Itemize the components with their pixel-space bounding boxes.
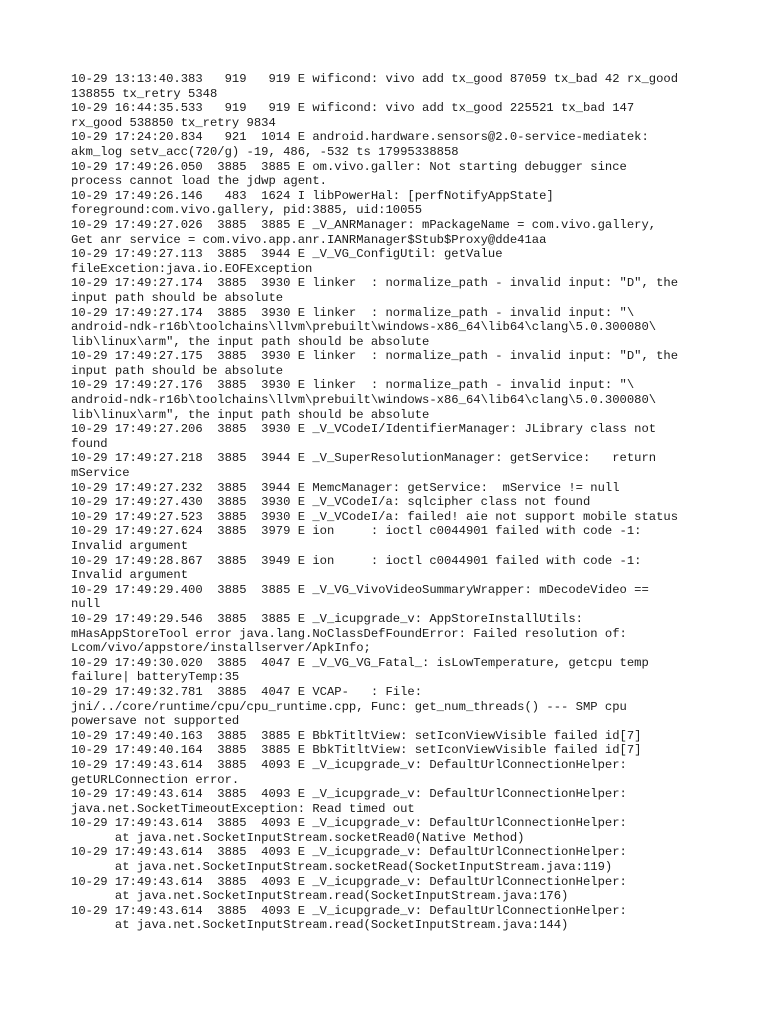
- log-line: mHasAppStoreTool error java.lang.NoClassDefFoundError: Failed resolution of:: [71, 626, 627, 641]
- log-line: 10-29 17:49:30.020 3885 4047 E _V_VG_VG_Fatal_: isLowTemperature, getcpu temp: [71, 655, 649, 670]
- log-line: lib\linux\arm", the input path should be absolute: [71, 334, 430, 349]
- log-line: rx_good 538850 tx_retry 9834: [71, 115, 276, 130]
- log-line: 10-29 17:49:27.206 3885 3930 E _V_VCodeI/IdentifierManager: JLibrary class not: [71, 422, 657, 437]
- log-line: input path should be absolute: [71, 363, 284, 378]
- log-line: akm_log setv_acc(720/g) -19, 486, -532 ts 17995338858: [71, 144, 459, 159]
- log-line: at java.net.SocketInputStream.socketRead(SocketInputStream.java:119): [71, 860, 613, 875]
- log-text-block: [71, 72, 711, 933]
- log-line: android-ndk-r16b\toolchains\llvm\prebuilt\windows-x86_64\lib64\clang\5.0.300080\: [71, 320, 657, 335]
- log-line: 10-29 17:49:43.614 3885 4093 E _V_icupgrade_v: DefaultUrlConnectionHelper:: [71, 874, 627, 889]
- log-line: Invalid argument: [71, 568, 189, 583]
- log-line: 10-29 17:49:43.614 3885 4093 E _V_icupgrade_v: DefaultUrlConnectionHelper:: [71, 757, 627, 772]
- log-line: null: [71, 597, 101, 612]
- log-line: failure| batteryTemp:35: [71, 670, 240, 685]
- log-line: fileExcetion:java.io.EOFException: [71, 261, 313, 276]
- log-line: 10-29 17:49:28.867 3885 3949 E ion : ioctl c0044901 failed with code -1:: [71, 553, 642, 568]
- log-line: mService: [71, 466, 130, 481]
- log-line: 10-29 17:49:43.614 3885 4093 E _V_icupgrade_v: DefaultUrlConnectionHelper:: [71, 787, 627, 802]
- log-line: 10-29 17:49:27.232 3885 3944 E MemcManager: getService: mService != null: [71, 480, 620, 495]
- log-line: input path should be absolute: [71, 290, 284, 305]
- log-line: at java.net.SocketInputStream.read(SocketInputStream.java:176): [71, 889, 569, 904]
- log-line: getURLConnection error.: [71, 772, 240, 787]
- log-line: 10-29 17:49:27.523 3885 3930 E _V_VCodeI/a: failed! aie not support mobile status: [71, 509, 679, 524]
- log-line: powersave not supported: [71, 714, 240, 729]
- log-line: 10-29 17:49:26.050 3885 3885 E om.vivo.galler: Not starting debugger since: [71, 159, 627, 174]
- log-line: 10-29 17:49:27.176 3885 3930 E linker : normalize_path - invalid input: "\: [71, 378, 635, 393]
- log-line: 10-29 17:24:20.834 921 1014 E android.hardware.sensors@2.0-service-mediatek:: [71, 130, 649, 145]
- log-line: 10-29 17:49:26.146 483 1624 I libPowerHal: [perfNotifyAppState]: [71, 188, 554, 203]
- log-line: 138855 tx_retry 5348: [71, 86, 218, 101]
- log-line: 10-29 17:49:29.400 3885 3885 E _V_VG_VivoVideoSummaryWrapper: mDecodeVideo ==: [71, 582, 649, 597]
- log-line: 10-29 17:49:27.218 3885 3944 E _V_SuperResolutionManager: getService: return: [71, 451, 657, 466]
- log-line: 10-29 17:49:27.430 3885 3930 E _V_VCodeI/a: sqlcipher class not found: [71, 495, 591, 510]
- log-line: Get anr service = com.vivo.app.anr.IANRManager$Stub$Proxy@dde41aa: [71, 232, 547, 247]
- log-line: 10-29 17:49:32.781 3885 4047 E VCAP- : File:: [71, 684, 423, 699]
- log-line: java.net.SocketTimeoutException: Read timed out: [71, 801, 415, 816]
- log-line: 10-29 17:49:29.546 3885 3885 E _V_icupgrade_v: AppStoreInstallUtils:: [71, 611, 583, 626]
- log-line: 10-29 17:49:40.164 3885 3885 E BbkTitltView: setIconViewVisible failed id[7]: [71, 743, 642, 758]
- log-line: 10-29 16:44:35.533 919 919 E wificond: vivo add tx_good 225521 tx_bad 147: [71, 101, 635, 116]
- log-line: 10-29 17:49:40.163 3885 3885 E BbkTitltView: setIconViewVisible failed id[7]: [71, 728, 642, 743]
- log-line: 10-29 17:49:27.113 3885 3944 E _V_VG_ConfigUtil: getValue: [71, 247, 503, 262]
- log-line: 10-29 17:49:27.174 3885 3930 E linker : normalize_path - invalid input: "D", the: [71, 276, 679, 291]
- log-line: 10-29 13:13:40.383 919 919 E wificond: vivo add tx_good 87059 tx_bad 42 rx_good: [71, 72, 679, 86]
- log-line: 10-29 17:49:43.614 3885 4093 E _V_icupgrade_v: DefaultUrlConnectionHelper:: [71, 816, 627, 831]
- log-line: found: [71, 436, 108, 451]
- log-line: lib\linux\arm", the input path should be absolute: [71, 407, 430, 422]
- log-line: process cannot load the jdwp agent.: [71, 174, 327, 189]
- log-line: jni/../core/runtime/cpu/cpu_runtime.cpp, Func: get_num_threads() --- SMP cpu: [71, 699, 627, 714]
- log-line: 10-29 17:49:27.174 3885 3930 E linker : normalize_path - invalid input: "\: [71, 305, 635, 320]
- log-line: 10-29 17:49:27.624 3885 3979 E ion : ioctl c0044901 failed with code -1:: [71, 524, 642, 539]
- log-line: 10-29 17:49:43.614 3885 4093 E _V_icupgrade_v: DefaultUrlConnectionHelper:: [71, 845, 627, 860]
- log-line: Invalid argument: [71, 539, 189, 553]
- log-line: 10-29 17:49:27.175 3885 3930 E linker : normalize_path - invalid input: "D", the: [71, 349, 679, 364]
- log-line: 10-29 17:49:27.026 3885 3885 E _V_ANRManager: mPackageName = com.vivo.gallery,: [71, 217, 657, 232]
- log-line: foreground:com.vivo.gallery, pid:3885, uid:10055: [71, 203, 423, 218]
- log-line: at java.net.SocketInputStream.read(SocketInputStream.java:144): [71, 918, 569, 933]
- log-line: android-ndk-r16b\toolchains\llvm\prebuilt\windows-x86_64\lib64\clang\5.0.300080\: [71, 393, 657, 408]
- log-line: Lcom/vivo/appstore/installserver/ApkInfo;: [71, 641, 371, 656]
- log-line: 10-29 17:49:43.614 3885 4093 E _V_icupgrade_v: DefaultUrlConnectionHelper:: [71, 903, 627, 918]
- log-line: at java.net.SocketInputStream.socketRead0(Native Method): [71, 830, 525, 845]
